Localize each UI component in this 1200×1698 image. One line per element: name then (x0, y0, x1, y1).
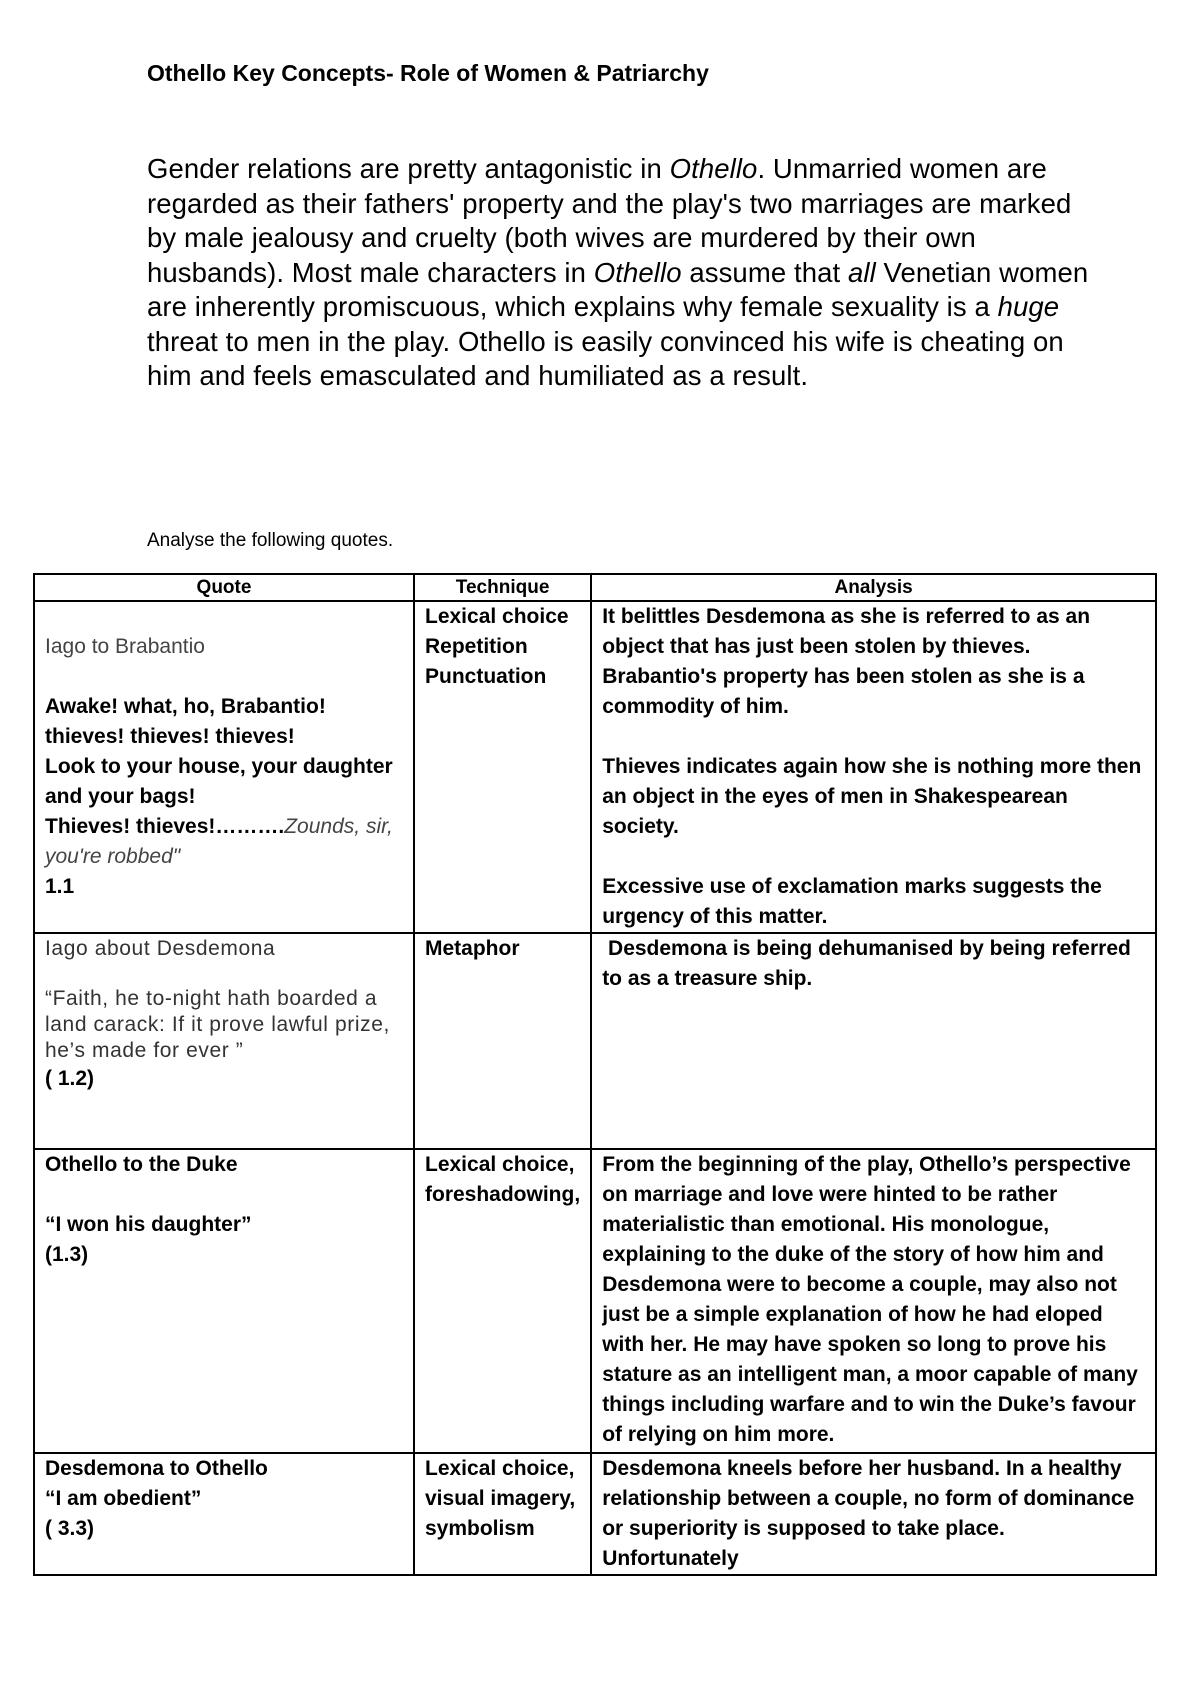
act-reference: ( 1.2) (45, 1067, 95, 1090)
analysis-cell (591, 933, 1156, 1149)
quote-cell (34, 933, 414, 1149)
header-technique: Technique (414, 574, 591, 601)
table-header-row (34, 574, 1156, 601)
table-row (34, 933, 1156, 1149)
analysis-paragraph: Excessive use of exclamation marks suggests the urgency of this matter. (602, 875, 1102, 928)
act-reference: (1.3) (45, 1243, 89, 1266)
table-row (34, 1149, 1156, 1453)
header-quote: Quote (34, 574, 414, 601)
speaker-label: Iago about Desdemona (45, 937, 276, 960)
quotes-table (33, 573, 1157, 1576)
technique-item: Lexical choice (425, 605, 569, 628)
technique-item: Metaphor (425, 937, 520, 960)
technique-cell (414, 1149, 591, 1453)
technique-item: foreshadowing, (425, 1183, 581, 1206)
quote-cell (34, 1453, 414, 1575)
table-row (34, 601, 1156, 933)
act-reference: ( 3.3) (45, 1517, 95, 1540)
technique-cell (414, 1453, 591, 1575)
quote-line: thieves! thieves! thieves! (45, 725, 295, 748)
speaker-label: Iago to Brabantio (45, 635, 205, 658)
quote-line: Look to your house, your daughter (45, 755, 393, 778)
speaker-label: Desdemona to Othello (45, 1457, 268, 1480)
analysis-paragraph: Desdemona kneels before her husband. In a healthy relationship between a couple, no form of dominance or superiority is supposed to take place. Unfortunately (602, 1457, 1135, 1570)
quote-text: “I won his daughter” (45, 1213, 252, 1236)
quote-cell (34, 601, 414, 933)
quote-text: “I am obedient” (45, 1487, 202, 1510)
document-title: Othello Key Concepts- Role of Women & Patriarchy (147, 60, 709, 86)
technique-item: Punctuation (425, 665, 547, 688)
quote-cell (34, 1149, 414, 1453)
analysis-cell (591, 1453, 1156, 1575)
analysis-paragraph: From the beginning of the play, Othello’s perspective on marriage and love were hinted to be rather materialistic than emotional. His monologue, explaining to the duke of the story of how him and Desdemona were to become a couple, may also not just be a simple explanation of how he had eloped with her. He may have spoken so long to prove his stature as an intelligent man, a moor capable of many things including warfare and to win the Duke’s favour of relying on him more. (602, 1153, 1138, 1446)
quote-line: you're robbed" (45, 845, 181, 868)
speaker-label: Othello to the Duke (45, 1153, 238, 1176)
analysis-cell (591, 601, 1156, 933)
technique-item: visual imagery, (425, 1487, 576, 1510)
analysis-paragraph: It belittles Desdemona as she is referred to as an object that has just been stolen by thieves. Brabantio's property has been stolen as she is a commodity of him. (602, 605, 1091, 718)
technique-cell (414, 601, 591, 933)
quote-text: “Faith, he to-night hath boarded a land carack: If it prove lawful prize, he’s made for ever ” (45, 987, 390, 1062)
analysis-cell (591, 1149, 1156, 1453)
quote-line: Thieves! thieves!……….Zounds, sir, (45, 815, 393, 838)
quote-line: and your bags! (45, 785, 196, 808)
technique-item: Lexical choice, (425, 1153, 575, 1176)
intro-paragraph: Gender relations are pretty antagonistic in Othello. Unmarried women are regarded as their fathers' property and the play's two marriages are marked by male jealousy and cruelty (both wives are murdered by their own husbands). Most male characters in Othello assume that all Venetian women are inherently promiscuous, which explains why female sexuality is a huge threat to men in the play. Othello is easily convinced his wife is cheating on him and feels emasculated and humiliated as a result. (147, 153, 1089, 391)
analysis-paragraph: Thieves indicates again how she is nothing more then an object in the eyes of men in Shakespearean society. (602, 755, 1142, 838)
quote-line: Awake! what, ho, Brabantio! (45, 695, 326, 718)
analysis-paragraph: Desdemona is being dehumanised by being referred to as a treasure ship. (602, 937, 1137, 990)
technique-cell (414, 933, 591, 1149)
instruction-text: Analyse the following quotes. (147, 530, 394, 551)
header-analysis: Analysis (591, 574, 1156, 601)
technique-item: Lexical choice, (425, 1457, 575, 1480)
table-row (34, 1453, 1156, 1575)
technique-item: Repetition (425, 635, 528, 658)
act-reference: 1.1 (45, 875, 75, 898)
technique-item: symbolism (425, 1517, 535, 1540)
